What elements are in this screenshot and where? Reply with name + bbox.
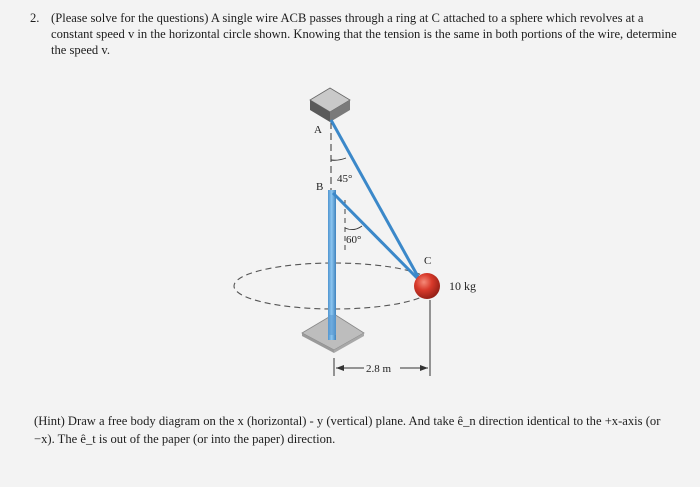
label-b: B [316, 181, 324, 193]
mass-label: 10 kg [449, 279, 476, 293]
problem-text: (Please solve for the questions) A single wire ACB passes through a ring at C attached to a sphere which revolves at a constant speed v in the horizontal circle shown. Knowing that the tension is the same in both portions of the wire, determine the speed v. [51, 11, 677, 57]
angle-label-60: 60° [346, 234, 362, 246]
angle-arc-45 [331, 158, 346, 160]
wire-ac [331, 120, 421, 282]
radius-label: 2.8 m [366, 363, 392, 375]
problem-number: 2. [30, 11, 40, 25]
label-a: A [314, 124, 322, 136]
label-c: C [424, 255, 432, 267]
hint-text: (Hint) Draw a free body diagram on the x (horizontal) - y (vertical) plane. And take ê_n direction identical to the +x-axis (or −x). The ê_t is out of the paper (or into the paper) direction. [34, 414, 661, 446]
sphere [414, 273, 440, 299]
angle-arc-60 [345, 226, 362, 230]
angle-label-45: 45° [337, 173, 353, 185]
